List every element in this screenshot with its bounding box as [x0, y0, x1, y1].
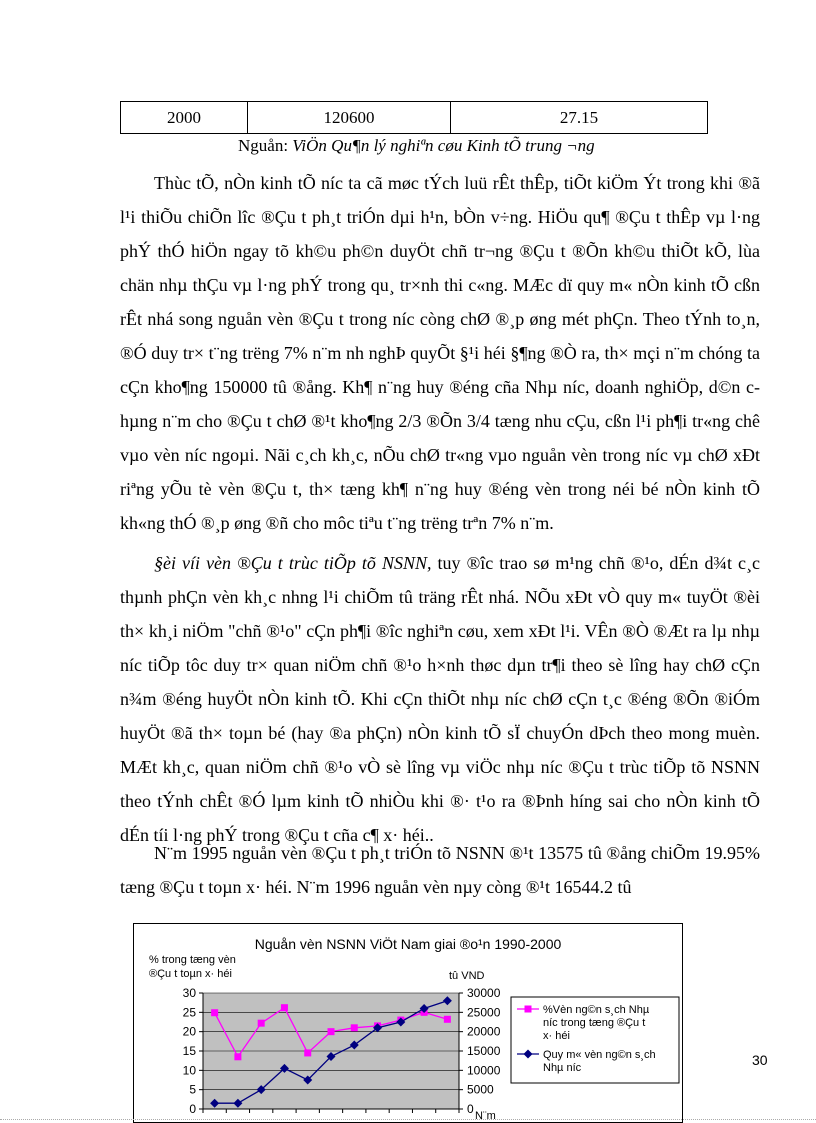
right-tick-label: 5000	[467, 1082, 494, 1097]
legend-label: x· héi	[543, 1030, 570, 1042]
left-tick-label: 25	[182, 1005, 196, 1020]
legend	[511, 997, 679, 1083]
legend-label: %Vèn ng©n s¸ch Nhµ	[543, 1004, 650, 1016]
legend-label: Quy m« vèn ng©n s¸ch	[543, 1049, 656, 1061]
x-axis-label: N¨m	[475, 1110, 496, 1122]
source-note	[238, 136, 595, 156]
right-axis-label: tû VND	[449, 970, 485, 982]
data-point-1	[328, 1028, 335, 1035]
data-point-1	[258, 1020, 265, 1027]
paragraph-2-text: tuy ®îc trao sø m¹ng chñ ®¹o, dÉn d¾t c¸c thµnh phÇn vèn kh¸c nhng l¹i chiÕm tû träng rÊt nhá. NÕu xÐt vÒ quy m« tuyÖt ®èi th× kh¸i niÖm "chñ ®¹o" cÇn ph¶i ®îc nghiªn cøu, xem xÐt l¹i. VÊn ®Ò ®Æt ra lµ nhµ níc tiÕp tôc duy tr× quan niÖm chñ ®¹o h×nh thøc dµn tr¶i theo sè lîng hay chØ cÇn n¾m ®éng huyÖt nÒn kinh tÕ. Khi cÇn thiÕt nhµ níc chØ cÇn t¸c ®éng ®Õn ®iÓm huyÖt ®ã th× toµn bé (hay ®a phÇn) nÒn kinh tÕ sÏ chuyÓn dÞch theo mong muèn. MÆt kh¸c, quan niÖm chñ ®¹o vÒ sè lîng vµ viÖc nhµ níc ®Çu t trùc tiÕp tõ NSNN theo tÝnh chÊt ®Ó lµm kinh tÕ nhiÒu khi ®· t¹o ra ®Þnh híng sai cho nÒn kinh tÕ dÉn tíi l·ng phÝ trong ®Çu t cña c¶ x· héi..	[120, 553, 760, 845]
right-tick-label: 0	[467, 1102, 474, 1116]
percent-cell: 27.15	[451, 102, 708, 134]
right-tick-label: 30000	[467, 986, 501, 1000]
data-table	[120, 101, 708, 134]
legend-label: níc trong tæng ®Çu t	[543, 1017, 646, 1029]
chart-title: Nguån vèn NSNN ViÖt Nam giai ®o¹n 1990-2000	[254, 936, 562, 952]
data-point-1	[304, 1049, 311, 1056]
legend-label: Nhµ níc	[543, 1062, 582, 1074]
source-label: Nguån:	[238, 136, 289, 155]
table-row	[121, 102, 708, 134]
left-tick-label: 10	[182, 1063, 196, 1078]
left-tick-label: 15	[182, 1044, 196, 1058]
data-point-1	[444, 1016, 451, 1023]
page-bottom-divider	[0, 1119, 816, 1120]
left-tick-label: 20	[182, 1024, 196, 1039]
value-cell: 120600	[248, 102, 451, 134]
page-number: 30	[752, 1052, 768, 1068]
right-tick-label: 20000	[467, 1024, 501, 1039]
paragraph-3	[120, 836, 760, 904]
data-point-1	[351, 1024, 358, 1031]
paragraph-3-text: N¨m 1995 nguån vèn ®Çu t ph¸t triÓn tõ NSNN ®¹t 13575 tû ®ång chiÕm 19.95% tæng ®Çu t toµn x· héi. N¨m 1996 nguån vèn nµy còng ®¹t 16544.2 tû	[120, 843, 760, 897]
left-tick-label: 0	[189, 1102, 196, 1116]
left-axis-label-1: % trong tæng vèn	[149, 954, 236, 966]
left-tick-label: 30	[182, 986, 196, 1000]
right-tick-label: 15000	[467, 1044, 501, 1058]
chart	[133, 923, 683, 1123]
paragraph-2	[120, 546, 760, 852]
paragraph-1-text: Thùc tÕ, nÒn kinh tÕ níc ta cã møc tÝch luü rÊt thÊp, tiÕt kiÖm Ýt trong khi ®ã l¹i thiÕu chiÕn lîc ®Çu t ph¸t triÓn dµi h¹n, bÒn v÷ng. HiÖu qu¶ ®Çu t thÊp vµ l·ng phÝ thÓ hiÖn ngay tõ kh©u ph©n duyÖt chñ tr¬ng ®Çu t ®Õn kh©u thiÕt kÕ, lùa chän nhµ thÇu vµ l·ng phÝ trong qu¸ tr×nh thi c«ng. MÆc dï quy m« nÒn kinh tÕ cßn rÊt nhá song nguån vèn ®Çu t trong níc còng chØ ®¸p øng mét phÇn. Theo tÝnh to¸n, ®Ó duy tr× t¨ng trëng 7% n¨m nh nghÞ quyÕt §¹i héi §¶ng ®Ò ra, th× mçi n¨m chóng ta cÇn kho¶ng 150000 tû ®ång. Kh¶ n¨ng huy ®éng cña Nhµ níc, doanh nghiÖp, d©n c hµng n¨m cho ®Çu t chØ ®¹t kho¶ng 2/3 ®Õn 3/4 tæng nhu cÇu, cßn l¹i ph¶i tr«ng chê vµo vèn níc ngoµi. Nãi c¸ch kh¸c, nÕu chØ tr«ng vµo nguån vèn trong níc vµ chØ xÐt riªng yÕu tè vèn ®Çu t, th× tæng kh¶ n¨ng huy ®éng vèn trong néi bé nÒn kinh tÕ kh«ng thÓ ®¸p øng ®ñ cho môc tiªu t¨ng trëng trªn 7% n¨m.	[120, 173, 760, 533]
source-text: ViÖn Qu¶n lý nghiªn cøu Kinh tÕ trung ¬ng	[292, 136, 595, 155]
legend-swatch-marker	[525, 1006, 532, 1013]
paragraph-1	[120, 166, 760, 540]
plot-area	[183, 986, 501, 1116]
paragraph-2-italic: §èi víi vèn ®Çu t trùc tiÕp tõ NSNN,	[154, 553, 432, 573]
data-point-1	[234, 1053, 241, 1060]
left-tick-label: 5	[189, 1082, 196, 1097]
data-point-1	[281, 1004, 288, 1011]
year-cell: 2000	[121, 102, 248, 134]
data-point-1	[211, 1009, 218, 1016]
right-tick-label: 25000	[467, 1005, 501, 1020]
right-tick-label: 10000	[467, 1063, 501, 1078]
left-axis-label-2: ®Çu t toµn x· héi	[149, 968, 232, 980]
